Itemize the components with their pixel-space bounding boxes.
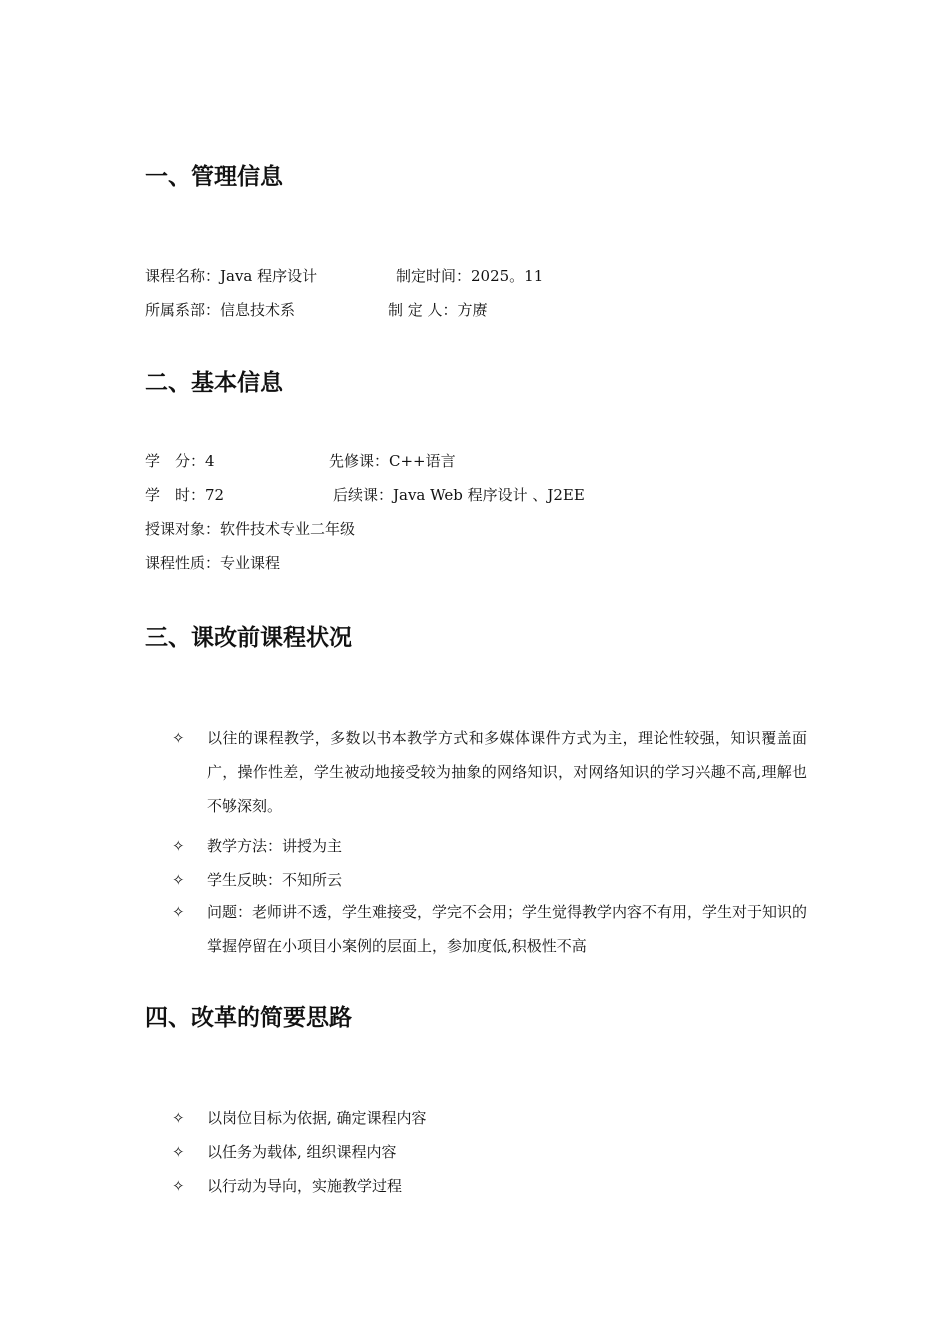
list-item: 以岗位目标为依据, 确定课程内容 bbox=[207, 1109, 427, 1127]
maker-field: 制 定 人：方赓 bbox=[388, 301, 488, 319]
bullet-icon: ✧ bbox=[172, 871, 185, 889]
section-heading-management: 一、管理信息 bbox=[145, 164, 283, 190]
bullet-icon: ✧ bbox=[172, 1143, 185, 1161]
bullet-icon: ✧ bbox=[172, 1109, 185, 1127]
nature-field: 课程性质：专业课程 bbox=[145, 554, 281, 572]
made-time-field: 制定时间：2025。11 bbox=[396, 267, 544, 285]
bullet-icon: ✧ bbox=[172, 729, 185, 747]
list-item: 以行动为导向，实施教学过程 bbox=[207, 1177, 403, 1195]
list-item: 教学方法：讲授为主 bbox=[207, 837, 343, 855]
bullet-icon: ✧ bbox=[172, 1177, 185, 1195]
hours-field: 学 时：72 bbox=[145, 486, 225, 504]
list-item: 以往的课程教学，多数以书本教学方式和多媒体课件方式为主，理论性较强，知识覆盖面广，操作性差，学生被动地接受较为抽象的网络知识，对网络知识的学习兴趣不高,理解也不够深刻。 bbox=[207, 729, 807, 815]
bullet-icon: ✧ bbox=[172, 903, 185, 921]
course-name-field: 课程名称：Java 程序设计 bbox=[145, 267, 318, 285]
department-field: 所属系部：信息技术系 bbox=[145, 301, 296, 319]
audience-field: 授课对象：软件技术专业二年级 bbox=[145, 520, 356, 538]
list-item: 以任务为载体, 组织课程内容 bbox=[207, 1143, 397, 1161]
credit-field: 学 分：4 bbox=[145, 452, 215, 470]
section-heading-status: 三、课改前课程状况 bbox=[145, 625, 352, 651]
list-item: 问题：老师讲不透，学生难接受，学完不会用；学生觉得教学内容不有用，学生对于知识的掌握停留在小项目小案例的层面上，参加度低,积极性不高 bbox=[207, 903, 808, 955]
section-heading-basic: 二、基本信息 bbox=[145, 370, 283, 396]
followup-field: 后续课：Java Web 程序设计 、J2EE bbox=[333, 486, 585, 504]
prereq-field: 先修课：C++语言 bbox=[329, 452, 456, 470]
bullet-icon: ✧ bbox=[172, 837, 185, 855]
section-heading-reform: 四、改革的简要思路 bbox=[145, 1005, 352, 1031]
list-item: 学生反映：不知所云 bbox=[207, 871, 343, 889]
